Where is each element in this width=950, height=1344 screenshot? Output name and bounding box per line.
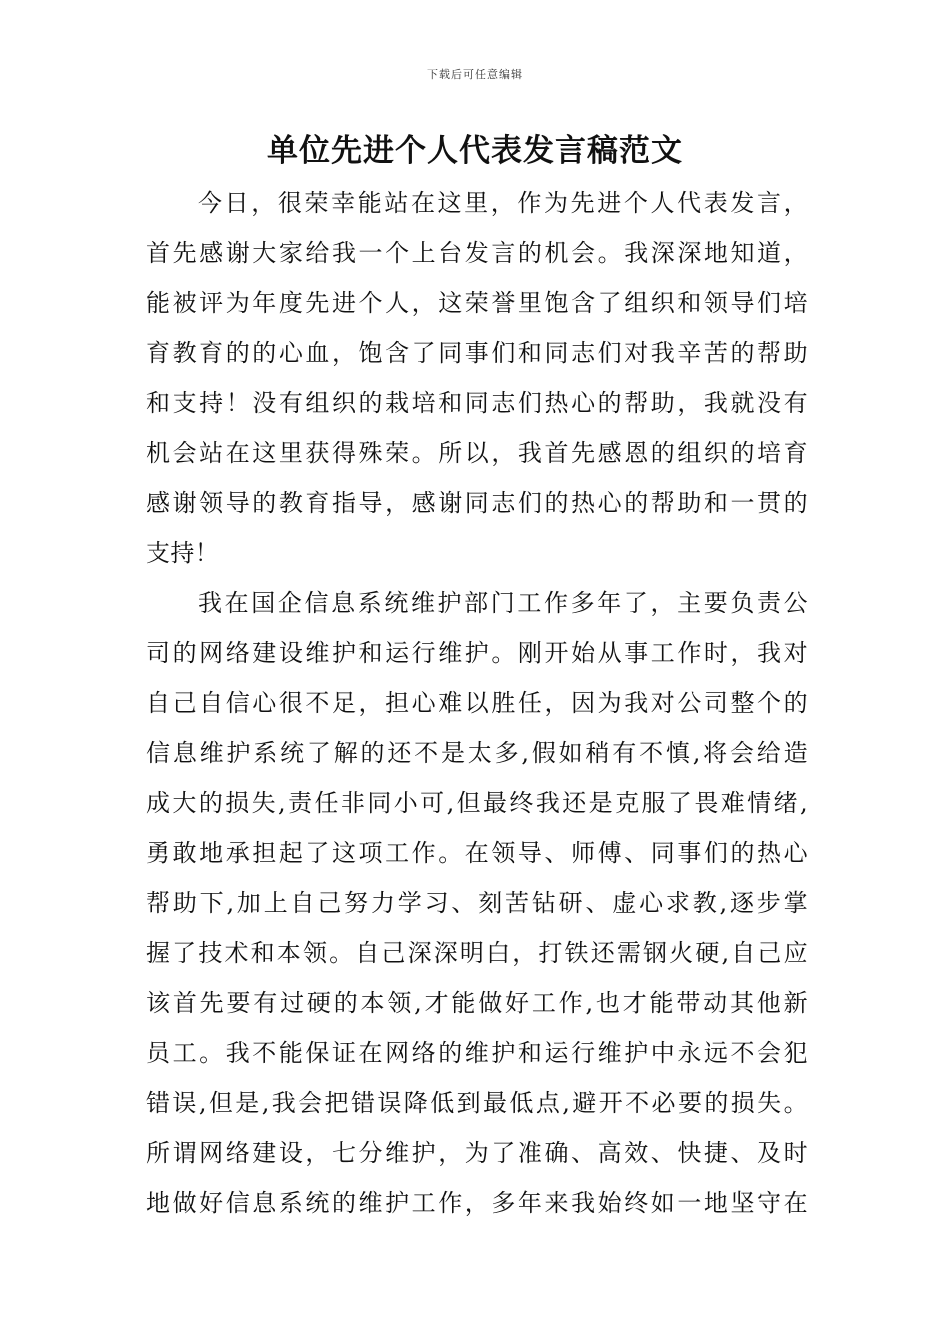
paragraph-2-line: 信息维护系统了解的还不是太多,假如稍有不慎,将会给造 — [146, 739, 808, 767]
paragraph-2-line: 司的网络建设维护和运行维护。刚开始从事工作时，我对 — [146, 639, 808, 667]
paragraph-1-line: 感谢领导的教育指导，感谢同志们的热心的帮助和一贯的 — [146, 489, 808, 517]
document-title: 单位先进个人代表发言稿范文 — [267, 133, 683, 169]
paragraph-2-line: 帮助下,加上自己努力学习、刻苦钻研、虚心求教,逐步掌 — [146, 889, 808, 917]
paragraph-1-line: 首先感谢大家给我一个上台发言的机会。我深深地知道， — [146, 239, 808, 267]
paragraph-2-line: 握了技术和本领。自己深深明白，打铁还需钢火硬,自己应 — [146, 939, 808, 967]
paragraph-2-line: 所谓网络建设，七分维护，为了准确、高效、快捷、及时 — [146, 1139, 808, 1167]
paragraph-2-line: 勇敢地承担起了这项工作。在领导、师傅、同事们的热心 — [146, 839, 808, 867]
paragraph-2-line: 成大的损失,责任非同小可,但最终我还是克服了畏难情绪, — [146, 789, 808, 817]
paragraph-2-line: 该首先要有过硬的本领,才能做好工作,也才能带动其他新 — [146, 989, 808, 1017]
paragraph-1-line: 能被评为年度先进个人，这荣誉里饱含了组织和领导们培 — [146, 289, 808, 317]
paragraph-2-line: 错误,但是,我会把错误降低到最低点,避开不必要的损失。 — [146, 1089, 808, 1117]
paragraph-2-line: 自己自信心很不足，担心难以胜任，因为我对公司整个的 — [146, 689, 808, 717]
paragraph-2-line: 地做好信息系统的维护工作，多年来我始终如一地坚守在 — [146, 1189, 808, 1217]
paragraph-1-line: 和支持！没有组织的栽培和同志们热心的帮助，我就没有 — [146, 389, 808, 417]
document-body — [146, 178, 808, 1228]
paragraph-1-line: 机会站在这里获得殊荣。所以，我首先感恩的组织的培育 — [146, 439, 808, 467]
header-note: 下载后可任意编辑 — [427, 68, 523, 81]
paragraph-2-line: 员工。我不能保证在网络的维护和运行维护中永远不会犯 — [146, 1039, 808, 1067]
paragraph-1-line: 育教育的的心血，饱含了同事们和同志们对我辛苦的帮助 — [146, 339, 808, 367]
paragraph-1-line: 支持！ — [146, 539, 220, 567]
paragraph-1-line: 今日，很荣幸能站在这里，作为先进个人代表发言， — [198, 189, 808, 217]
paragraph-2-line: 我在国企信息系统维护部门工作多年了，主要负责公 — [198, 589, 808, 617]
